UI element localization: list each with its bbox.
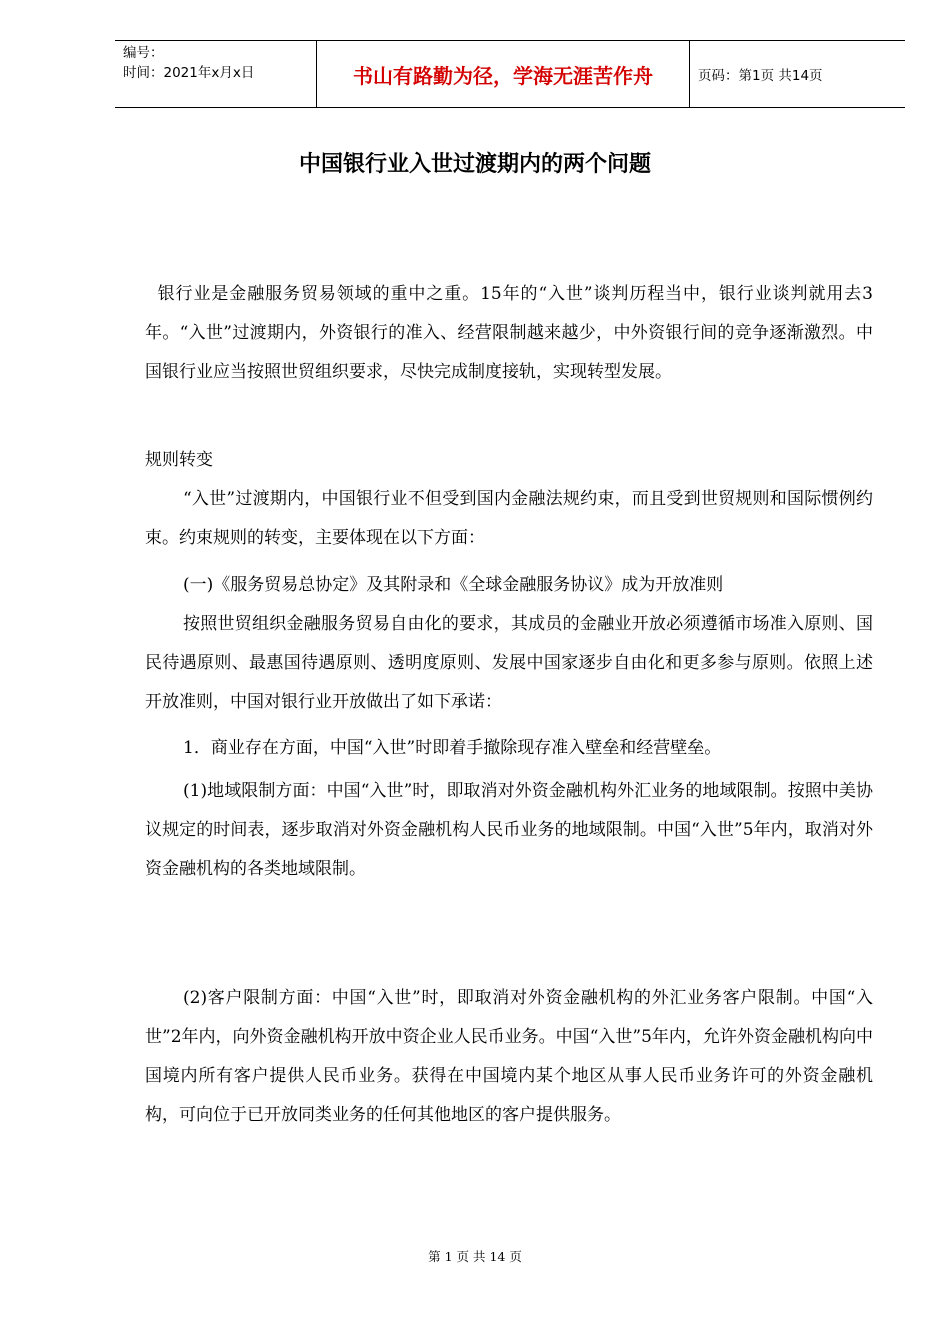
header-meta: [115, 41, 317, 107]
page-footer-number: 第 1 页 共 14 页: [428, 1249, 522, 1264]
paragraph-regional-restriction: (1)地域限制方面：中国“入世”时，即取消对外资金融机构外汇业务的地域限制。按照中美协议规定的时间表，逐步取消对外资金融机构人民币业务的地域限制。中国“入世”5年内，取消对外资金融机构的各类地域限制。: [145, 781, 873, 879]
document-number-label: 编号：: [123, 45, 164, 61]
page-header: [115, 40, 905, 108]
paragraph-intro: 银行业是金融服务贸易领域的重中之重。15年的“入世”谈判历程当中，银行业谈判就用去3年。“入世”过渡期内，外资银行的准入、经营限制越来越少，中外资银行间的竞争逐渐激烈。中国银行业应当按照世贸组织要求，尽快完成制度接轨，实现转型发展。: [145, 284, 874, 382]
document-title: 中国银行业入世过渡期内的两个问题: [298, 151, 651, 177]
paragraph-rule-constraints: “入世”过渡期内，中国银行业不但受到国内金融法规约束，而且受到世贸规则和国际惯例约束。约束规则的转变，主要体现在以下方面：: [145, 489, 873, 548]
paragraph-client-restriction: (2)客户限制方面：中国“入世”时，即取消对外资金融机构的外汇业务客户限制。中国“入世”2年内，向外资金融机构开放中资企业人民币业务。中国“入世”5年内，允许外资金融机构向中国境内所有客户提供人民币业务。获得在中国境内某个地区从事人民币业务许可的外资金融机构，可向位于已开放同类业务的任何其他地区的客户提供服务。: [145, 988, 873, 1125]
header-motto: 书山有路勤为径，学海无涯苦作舟: [316, 41, 690, 107]
document-time-label: 时间：2021年x月x日: [123, 65, 255, 81]
section-heading-rule-change: 规则转变: [145, 450, 213, 470]
paragraph-subheading-gats: (一)《服务贸易总协定》及其附录和《全球金融服务协议》成为开放准则: [183, 575, 724, 595]
paragraph-commercial-presence: 1．商业存在方面，中国“入世”时即着手撤除现存准入壁垒和经营壁垒。: [183, 738, 722, 758]
header-page-info: 页码：第1页 共14页: [698, 68, 823, 84]
paragraph-opening-principles: 按照世贸组织金融服务贸易自由化的要求，其成员的金融业开放必须遵循市场准入原则、国民待遇原则、最惠国待遇原则、透明度原则、发展中国家逐步自由化和更多参与原则。依照上述开放准则，中国对银行业开放做出了如下承诺：: [145, 614, 873, 712]
